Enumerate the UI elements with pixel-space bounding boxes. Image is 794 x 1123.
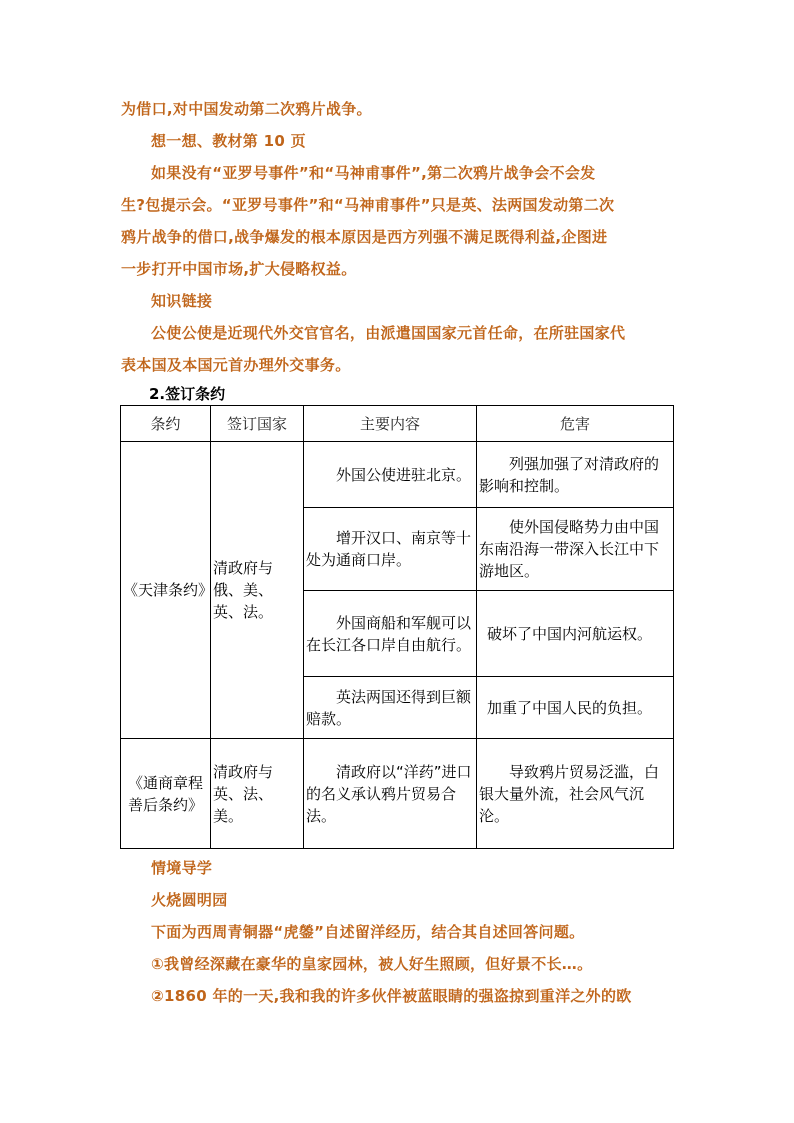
subheading-knowledge-link: 知识链接 (151, 292, 213, 310)
harm-cell: 列强加强了对清政府的影响和控制。 (477, 442, 674, 508)
subheading-situation: 情境导学 (151, 859, 213, 877)
harm-cell: 导致鸦片贸易泛滥，白银大量外流，社会风气沉沦。 (477, 739, 674, 849)
treaty-table (120, 405, 674, 849)
content-cell: 增开汉口、南京等十处为通商口岸。 (304, 508, 477, 591)
treaty-name-cell: 《天津条约》 (121, 442, 211, 739)
harm-cell: 加重了中国人民的负担。 (477, 677, 674, 739)
subheading-yuanmingyuan: 火烧圆明园 (151, 891, 228, 909)
paragraph-line: 一步打开中国市场,扩大侵略权益。 (121, 260, 357, 278)
paragraph-line: ①我曾经深藏在豪华的皇家园林，被人好生照顾，但好景不长…。 (151, 955, 593, 973)
content-cell: 外国公使进驻北京。 (304, 442, 477, 508)
header-cell: 危害 (477, 406, 674, 442)
content-cell: 外国商船和军舰可以在长江各口岸自由航行。 (304, 591, 477, 677)
table-row (121, 442, 674, 508)
paragraph-line: 为借口,对中国发动第二次鸦片战争。 (121, 100, 372, 118)
paragraph-line: 鸦片战争的借口,战争爆发的根本原因是西方列强不满足既得利益,企图进 (121, 228, 608, 246)
countries-cell: 清政府与英、法、美。 (211, 739, 304, 849)
header-cell: 主要内容 (304, 406, 477, 442)
countries-cell: 清政府与俄、美、英、法。 (211, 442, 304, 739)
subheading-think: 想一想、教材第 10 页 (151, 132, 306, 150)
content-cell: 清政府以“洋药”进口的名义承认鸦片贸易合法。 (304, 739, 477, 849)
harm-cell: 使外国侵略势力由中国东南沿海一带深入长江中下游地区。 (477, 508, 674, 591)
harm-cell: 破坏了中国内河航运权。 (477, 591, 674, 677)
paragraph-line: 公使公使是近现代外交官官名，由派遣国国家元首任命，在所驻国家代 (151, 324, 626, 342)
table-row (121, 739, 674, 849)
paragraph-line: 表本国及本国元首办理外交事务。 (121, 356, 351, 374)
content-cell: 英法两国还得到巨额赔款。 (304, 677, 477, 739)
paragraph-line: ②1860 年的一天,我和我的许多伙伴被蓝眼睛的强盗掠到重洋之外的欧 (151, 987, 632, 1005)
section-heading: 2.签订条约 (149, 385, 226, 403)
paragraph-line: 如果没有“亚罗号事件”和“马神甫事件”,第二次鸦片战争会不会发 (151, 164, 596, 182)
treaty-name-cell: 《通商章程善后条约》 (121, 739, 211, 849)
header-cell: 签订国家 (211, 406, 304, 442)
paragraph-line: 生?包提示会。“亚罗号事件”和“马神甫事件”只是英、法两国发动第二次 (121, 196, 615, 214)
table-header-row (121, 406, 674, 442)
paragraph-line: 下面为西周青铜器“虎鎣”自述留洋经历，结合其自述回答问题。 (151, 923, 585, 941)
header-cell: 条约 (121, 406, 211, 442)
